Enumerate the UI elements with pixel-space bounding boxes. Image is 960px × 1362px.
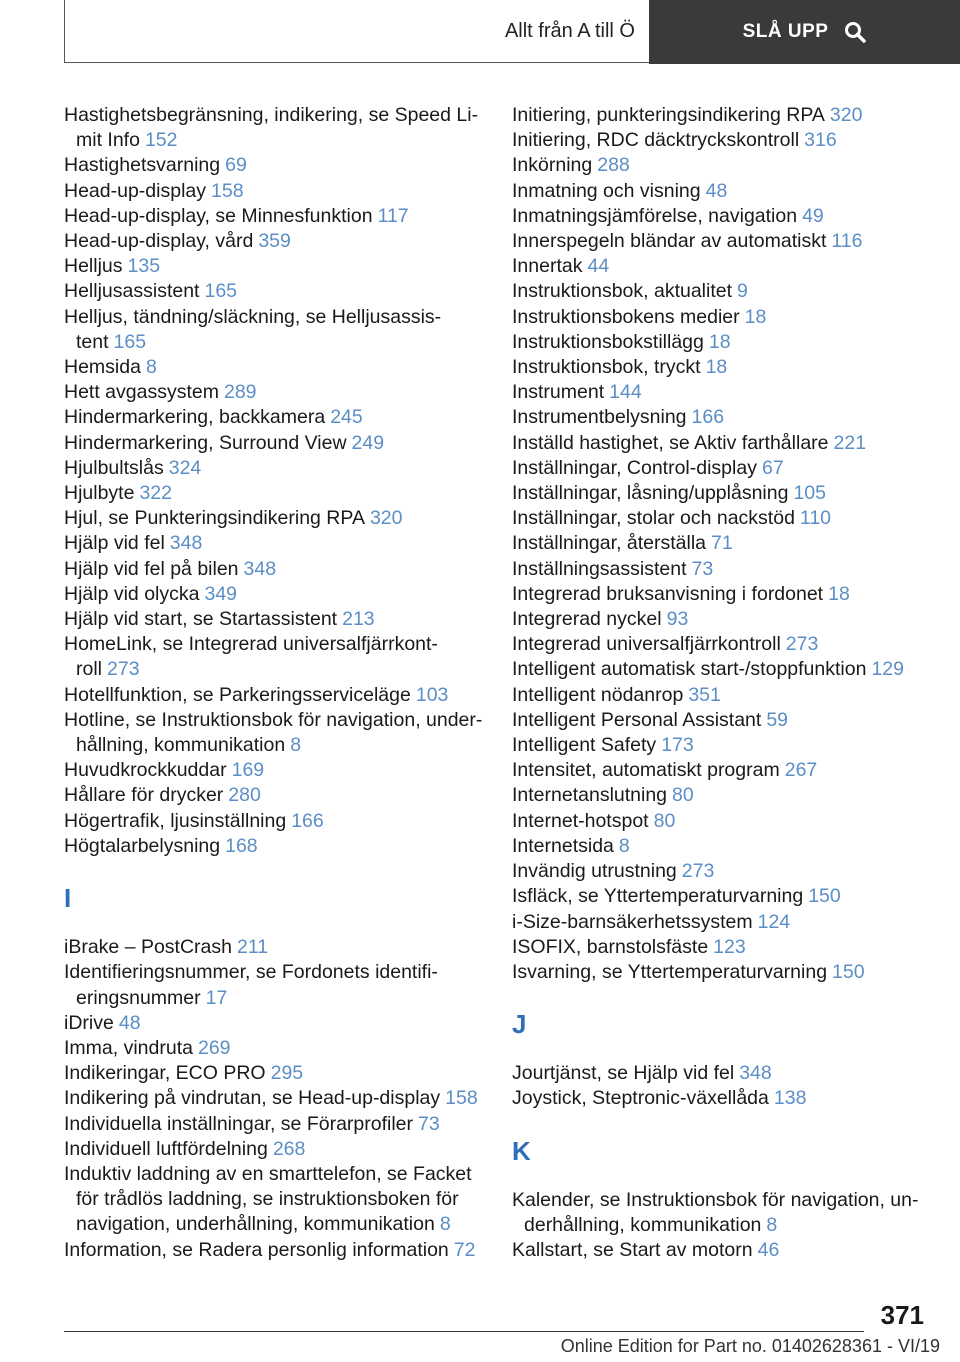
index-entry bbox=[512, 279, 922, 304]
a-to-z-label: Allt från A till Ö bbox=[504, 19, 635, 42]
index-page-link[interactable]: 116 bbox=[831, 230, 863, 253]
index-page-link[interactable]: 80 bbox=[653, 809, 676, 832]
lookup-button[interactable] bbox=[649, 0, 960, 64]
index-page-link[interactable]: 295 bbox=[270, 1062, 304, 1085]
index-entry-text: hållning, kommunikation bbox=[76, 734, 286, 757]
a-to-z-tab[interactable] bbox=[64, 0, 649, 63]
index-entry bbox=[512, 204, 922, 229]
index-entry bbox=[512, 128, 922, 153]
index-entry-text: HomeLink, se Integrerad universalfjärrkont- bbox=[64, 633, 438, 656]
index-entry bbox=[64, 1011, 484, 1036]
index-page-link[interactable]: 349 bbox=[204, 582, 238, 605]
index-entry bbox=[512, 355, 922, 380]
index-entry bbox=[512, 884, 922, 909]
index-entry bbox=[64, 935, 484, 960]
index-page-link[interactable]: 93 bbox=[666, 608, 689, 631]
index-page-link[interactable]: 144 bbox=[609, 381, 642, 404]
index-entry-text: Jourtjänst, se Hjälp vid fel bbox=[512, 1062, 735, 1085]
index-entry-text: Helljus bbox=[64, 255, 123, 278]
index-entry-text: i-Size-barnsäkerhetssystem bbox=[512, 910, 753, 933]
index-entry bbox=[64, 582, 484, 607]
index-page-link[interactable]: 138 bbox=[773, 1087, 807, 1110]
index-entry-text: Imma, vindruta bbox=[64, 1036, 193, 1059]
index-page-link[interactable]: 166 bbox=[691, 406, 725, 429]
index-entry bbox=[512, 305, 922, 330]
index-entry bbox=[512, 708, 922, 733]
index-entry-text: Hastighetsbegränsning, indikering, se Speed Li- bbox=[64, 104, 479, 126]
index-entry bbox=[64, 179, 484, 204]
index-entry-text: Induktiv laddning av en smarttelefon, se Facket bbox=[64, 1162, 472, 1185]
index-entry-text: derhållning, kommunikation bbox=[524, 1213, 762, 1236]
index-page-link[interactable]: 8 bbox=[618, 834, 630, 857]
index-entry-text: Intelligent Safety bbox=[512, 734, 657, 757]
index-entry-text: Instruktionsbokens medier bbox=[512, 305, 740, 328]
index-entry-text: Kallstart, se Start av motorn bbox=[512, 1238, 753, 1261]
index-entry-text: Isvarning, se Yttertemperaturvarning bbox=[512, 960, 828, 983]
index-entry-text: Inställningar, låsning/upplåsning bbox=[512, 482, 789, 505]
index-entry-text: Initiering, RDC däcktryckskontroll bbox=[512, 129, 800, 152]
index-entry-text: Individuell luftfördelning bbox=[64, 1137, 268, 1160]
index-entry-text: Inställningsassistent bbox=[512, 557, 687, 580]
search-icon bbox=[844, 21, 866, 43]
index-page-link[interactable]: 166 bbox=[291, 809, 324, 832]
index-entry bbox=[512, 229, 922, 254]
index-page-link[interactable]: 46 bbox=[757, 1238, 780, 1261]
footer-edition: Online Edition for Part no. 01402628361 - VI/19 bbox=[560, 1336, 940, 1356]
index-page-link[interactable]: 103 bbox=[415, 683, 449, 706]
index-entry bbox=[64, 632, 484, 682]
index-entry bbox=[64, 557, 484, 582]
index-letter-heading: J bbox=[512, 1009, 527, 1040]
index-entry bbox=[64, 153, 484, 178]
index-entry bbox=[64, 809, 484, 834]
index-entry-text: Huvudkrockkuddar bbox=[64, 759, 227, 782]
index-page-link[interactable]: 168 bbox=[225, 834, 258, 857]
index-page-link[interactable]: 110 bbox=[799, 507, 832, 530]
index-entry bbox=[64, 607, 484, 632]
index-page-link[interactable]: 73 bbox=[418, 1112, 440, 1135]
index-entry-text: iDrive bbox=[64, 1011, 114, 1034]
index-page-link[interactable]: 269 bbox=[197, 1036, 231, 1059]
index-entry bbox=[512, 531, 922, 556]
index-entry bbox=[512, 456, 922, 481]
index-entry bbox=[64, 834, 484, 859]
index-entry bbox=[512, 758, 922, 783]
index-page-link[interactable]: 280 bbox=[228, 784, 261, 807]
index-page-link[interactable]: 80 bbox=[672, 784, 694, 807]
index-entry-text: Inkörning bbox=[512, 154, 593, 177]
index-entry bbox=[512, 254, 922, 279]
page-number: 371 bbox=[880, 1300, 924, 1330]
index-entry bbox=[512, 632, 922, 657]
index-page-link[interactable]: 221 bbox=[833, 431, 867, 454]
index-column-left bbox=[64, 103, 484, 1263]
index-page-link[interactable]: 158 bbox=[445, 1087, 478, 1110]
index-entry-text: Internetsida bbox=[512, 834, 614, 857]
index-entry bbox=[64, 204, 484, 229]
index-entry-text: Instruktionsbokstillägg bbox=[512, 330, 704, 353]
index-page-link[interactable]: 69 bbox=[225, 154, 247, 177]
index-entry-text: Innertak bbox=[512, 255, 583, 278]
index-page-link[interactable]: 44 bbox=[587, 255, 610, 278]
index-page-link[interactable]: 348 bbox=[243, 557, 277, 580]
index-entry-text: eringsnummer bbox=[76, 986, 201, 1009]
index-page-link[interactable]: 213 bbox=[342, 608, 375, 631]
index-page-link[interactable]: 135 bbox=[127, 255, 161, 278]
index-page-link[interactable]: 320 bbox=[369, 507, 403, 530]
index-page-link[interactable]: 9 bbox=[737, 280, 748, 303]
index-entry bbox=[512, 506, 922, 531]
index-page-link[interactable]: 18 bbox=[744, 305, 767, 328]
index-page-link[interactable]: 316 bbox=[804, 129, 837, 152]
index-entry-text: Helljusassistent bbox=[64, 280, 200, 303]
index-entry-text: Hotellfunktion, se Parkeringsserviceläge bbox=[64, 683, 411, 706]
index-entry-text: Information, se Radera personlig information bbox=[64, 1238, 449, 1261]
index-page-link[interactable]: 267 bbox=[784, 759, 818, 782]
index-entry-text: Indikeringar, ECO PRO bbox=[64, 1062, 266, 1085]
index-entry-text: mit Info bbox=[76, 129, 140, 152]
index-page-link[interactable]: 268 bbox=[272, 1137, 306, 1160]
index-entry-text: Inställningar, återställa bbox=[512, 532, 707, 555]
index-entry-text: Instrument bbox=[512, 381, 605, 404]
index-entry bbox=[512, 405, 922, 430]
index-entry-text: Instruktionsbok, aktualitet bbox=[512, 280, 733, 303]
index-entry bbox=[512, 380, 922, 405]
index-page-link[interactable]: 289 bbox=[223, 381, 257, 404]
index-entry-text: Hjälp vid start, se Startassistent bbox=[64, 608, 338, 631]
footer-divider bbox=[64, 1331, 864, 1332]
index-entry-text: Integrerad nyckel bbox=[512, 608, 662, 631]
index-page-link[interactable]: 72 bbox=[453, 1238, 476, 1261]
index-entry-text: Hindermarkering, backkamera bbox=[64, 406, 326, 429]
index-entry bbox=[512, 683, 922, 708]
index-page-link[interactable]: 117 bbox=[377, 204, 409, 227]
index-entry bbox=[512, 103, 922, 128]
index-page-link[interactable]: 18 bbox=[828, 582, 850, 605]
index-page-link[interactable]: 359 bbox=[258, 230, 291, 253]
index-entry bbox=[512, 859, 922, 884]
index-entry bbox=[64, 456, 484, 481]
index-page-link[interactable]: 273 bbox=[107, 658, 140, 681]
top-navigation bbox=[64, 0, 960, 64]
index-entry-text: Invändig utrustning bbox=[512, 860, 677, 883]
index-page-link[interactable]: 173 bbox=[661, 734, 694, 757]
index-page-link[interactable]: 48 bbox=[705, 179, 728, 202]
index-entry bbox=[512, 582, 922, 607]
index-entry-text: Högtalarbelysning bbox=[64, 834, 221, 857]
index-entry-text: navigation, underhållning, kommunikation bbox=[76, 1213, 435, 1236]
index-entry bbox=[512, 834, 922, 859]
index-entry-text: Hett avgassystem bbox=[64, 381, 219, 404]
index-entry-text: Hjulbultslås bbox=[64, 456, 164, 479]
index-page-link[interactable]: 8 bbox=[290, 734, 302, 757]
index-entry bbox=[512, 935, 922, 960]
lookup-label: SLÅ UPP bbox=[742, 21, 829, 42]
index-entry-text: Inmatningsjämförelse, navigation bbox=[512, 204, 798, 227]
index-entry-text: Intelligent Personal Assistant bbox=[512, 708, 762, 731]
index-entry-text: Högertrafik, ljusinställning bbox=[64, 809, 287, 832]
index-entry bbox=[512, 179, 922, 204]
index-letter-heading: I bbox=[64, 883, 72, 914]
index-page-link[interactable]: 17 bbox=[205, 986, 228, 1009]
index-page-link[interactable]: 320 bbox=[829, 104, 863, 126]
index-entry-text: Hjälp vid fel på bilen bbox=[64, 557, 239, 580]
index-entry bbox=[512, 153, 922, 178]
index-page-link[interactable]: 348 bbox=[739, 1062, 772, 1085]
index-page-link[interactable]: 165 bbox=[204, 280, 238, 303]
index-entry bbox=[64, 783, 484, 808]
index-entry bbox=[64, 103, 484, 153]
index-entry-text: Instruktionsbok, tryckt bbox=[512, 356, 701, 379]
index-entry-text: iBrake – PostCrash bbox=[64, 936, 232, 959]
index-page-link[interactable]: 8 bbox=[439, 1213, 451, 1236]
index-entry-text: Integrerad bruksanvisning i fordonet bbox=[512, 582, 824, 605]
index-entry-text: Internetanslutning bbox=[512, 784, 668, 807]
index-entry bbox=[512, 1238, 922, 1263]
index-page-link[interactable]: 8 bbox=[766, 1213, 778, 1236]
index-entry-text: Innerspegeln bländar av automatiskt bbox=[512, 230, 827, 253]
index-page-link[interactable]: 48 bbox=[118, 1011, 141, 1034]
index-entry-text: Head-up-display bbox=[64, 179, 206, 202]
index-entry bbox=[64, 481, 484, 506]
index-entry bbox=[64, 1162, 484, 1238]
index-entry bbox=[512, 657, 922, 682]
index-entry bbox=[512, 431, 922, 456]
index-entry bbox=[64, 1137, 484, 1162]
index-page-link[interactable]: 105 bbox=[793, 482, 826, 505]
index-entry-text: Hindermarkering, Surround View bbox=[64, 431, 347, 454]
index-entry bbox=[64, 683, 484, 708]
index-page-link[interactable]: 18 bbox=[708, 330, 731, 353]
index-entry-text: Indikering på vindrutan, se Head-up-display bbox=[64, 1087, 441, 1110]
index-letter-heading: K bbox=[512, 1135, 531, 1166]
index-entry-text: Head-up-display, se Minnesfunktion bbox=[64, 204, 373, 227]
index-entry-text: Intelligent nödanrop bbox=[512, 683, 684, 706]
index-entry bbox=[512, 607, 922, 632]
index-entry-text: Hastighetsvarning bbox=[64, 154, 221, 177]
index-entry bbox=[64, 1086, 484, 1111]
index-entry-text: Hjul, se Punkteringsindikering RPA bbox=[64, 507, 365, 530]
index-entry bbox=[64, 1112, 484, 1137]
index-entry-text: Intensitet, automatiskt program bbox=[512, 759, 780, 782]
index-page-link[interactable]: 123 bbox=[713, 935, 746, 958]
index-page-link[interactable]: 18 bbox=[705, 356, 728, 379]
index-entry-text: Internet-hotspot bbox=[512, 809, 649, 832]
index-entry-text: Intelligent automatisk start-/stoppfunktion bbox=[512, 658, 867, 681]
index-entry bbox=[64, 229, 484, 254]
index-entry bbox=[64, 758, 484, 783]
index-entry bbox=[64, 431, 484, 456]
index-entry bbox=[512, 557, 922, 582]
index-entry-text: Isfläck, se Yttertemperaturvarning bbox=[512, 885, 804, 908]
index-entry-text: Hjulbyte bbox=[64, 482, 135, 505]
index-entry bbox=[64, 1238, 484, 1263]
index-entry bbox=[512, 330, 922, 355]
index-entry-text: Inställningar, stolar och nackstöd bbox=[512, 507, 795, 530]
index-entry-text: Hemsida bbox=[64, 356, 141, 379]
index-page-link[interactable]: 169 bbox=[231, 759, 265, 782]
index-page-link[interactable]: 249 bbox=[351, 431, 385, 454]
index-page-link[interactable]: 129 bbox=[871, 658, 904, 681]
index-entry bbox=[64, 405, 484, 430]
index-entry bbox=[64, 305, 484, 355]
index-entry bbox=[512, 1086, 922, 1111]
index-page-link[interactable]: 152 bbox=[144, 129, 178, 152]
index-entry-text: Hotline, se Instruktionsbok för navigation, under- bbox=[64, 708, 483, 731]
index-page-link[interactable]: 71 bbox=[711, 532, 733, 555]
index-entry bbox=[512, 481, 922, 506]
index-page-link[interactable]: 8 bbox=[145, 356, 157, 379]
index-page-link[interactable]: 324 bbox=[168, 456, 202, 479]
index-entry bbox=[64, 1036, 484, 1061]
index-entry-text: Individuella inställningar, se Förarprofiler bbox=[64, 1112, 414, 1135]
index-page-link[interactable]: 158 bbox=[211, 179, 244, 202]
index-entry bbox=[512, 733, 922, 758]
index-page-link[interactable]: 67 bbox=[761, 456, 784, 479]
index-page-link[interactable]: 273 bbox=[681, 860, 715, 883]
index-entry-text: Hjälp vid olycka bbox=[64, 582, 200, 605]
index-page-link[interactable]: 165 bbox=[113, 330, 147, 353]
index-page-link[interactable]: 49 bbox=[802, 204, 824, 227]
index-entry bbox=[64, 506, 484, 531]
index-entry-text: Identifieringsnummer, se Fordonets identifi- bbox=[64, 961, 438, 984]
index-page-link[interactable]: 245 bbox=[330, 406, 363, 429]
index-entry-text: för trådlös laddning, se instruktionsboken för bbox=[76, 1188, 459, 1211]
index-entry bbox=[64, 531, 484, 556]
index-entry-text: Hållare för drycker bbox=[64, 784, 224, 807]
index-entry-text: roll bbox=[76, 658, 103, 681]
index-entry-text: Helljus, tändning/släckning, se Helljusassis- bbox=[64, 305, 442, 328]
index-entry-text: tent bbox=[76, 330, 109, 353]
index-page-link[interactable]: 59 bbox=[766, 708, 789, 731]
index-entry-text: Instrumentbelysning bbox=[512, 406, 687, 429]
index-page-link[interactable]: 322 bbox=[139, 482, 172, 505]
index-entry-text: Hjälp vid fel bbox=[64, 532, 165, 555]
index-entry bbox=[512, 783, 922, 808]
index-entry bbox=[512, 809, 922, 834]
index-entry bbox=[64, 279, 484, 304]
index-entry bbox=[64, 960, 484, 1010]
index-entry-text: Head-up-display, vård bbox=[64, 230, 254, 253]
index-entry bbox=[64, 380, 484, 405]
index-page-link[interactable]: 124 bbox=[757, 910, 791, 933]
index-entry-text: Inmatning och visning bbox=[512, 179, 701, 202]
index-page-link[interactable]: 211 bbox=[237, 936, 269, 959]
index-entry-text: Joystick, Steptronic-växellåda bbox=[512, 1087, 769, 1110]
index-entry-text: ISOFIX, barnstolsfäste bbox=[512, 935, 709, 958]
index-entry-text: Inställd hastighet, se Aktiv farthållare bbox=[512, 431, 829, 454]
index-page-link[interactable]: 73 bbox=[691, 557, 714, 580]
index-entry-text: Kalender, se Instruktionsbok för navigation, un- bbox=[512, 1188, 919, 1211]
index-entry-text: Inställningar, Control-display bbox=[512, 456, 757, 479]
index-page-link[interactable]: 273 bbox=[785, 633, 819, 656]
index-entry-text: Initiering, punkteringsindikering RPA bbox=[512, 104, 825, 126]
index-entry bbox=[512, 960, 922, 985]
index-entry bbox=[512, 1061, 922, 1086]
index-entry-text: Integrerad universalfjärrkontroll bbox=[512, 633, 781, 656]
index-entry bbox=[64, 708, 484, 758]
index-page-link[interactable]: 150 bbox=[808, 885, 841, 908]
index-entry bbox=[512, 910, 922, 935]
index-entry bbox=[64, 1061, 484, 1086]
index-column-right bbox=[512, 103, 922, 1263]
index-page-link[interactable]: 150 bbox=[832, 960, 865, 983]
index-entry bbox=[512, 1188, 922, 1238]
index-page-link[interactable]: 288 bbox=[597, 154, 630, 177]
index-page-link[interactable]: 348 bbox=[169, 532, 203, 555]
index-page-link[interactable]: 351 bbox=[688, 683, 721, 706]
index-entry bbox=[64, 355, 484, 380]
index-entry bbox=[64, 254, 484, 279]
